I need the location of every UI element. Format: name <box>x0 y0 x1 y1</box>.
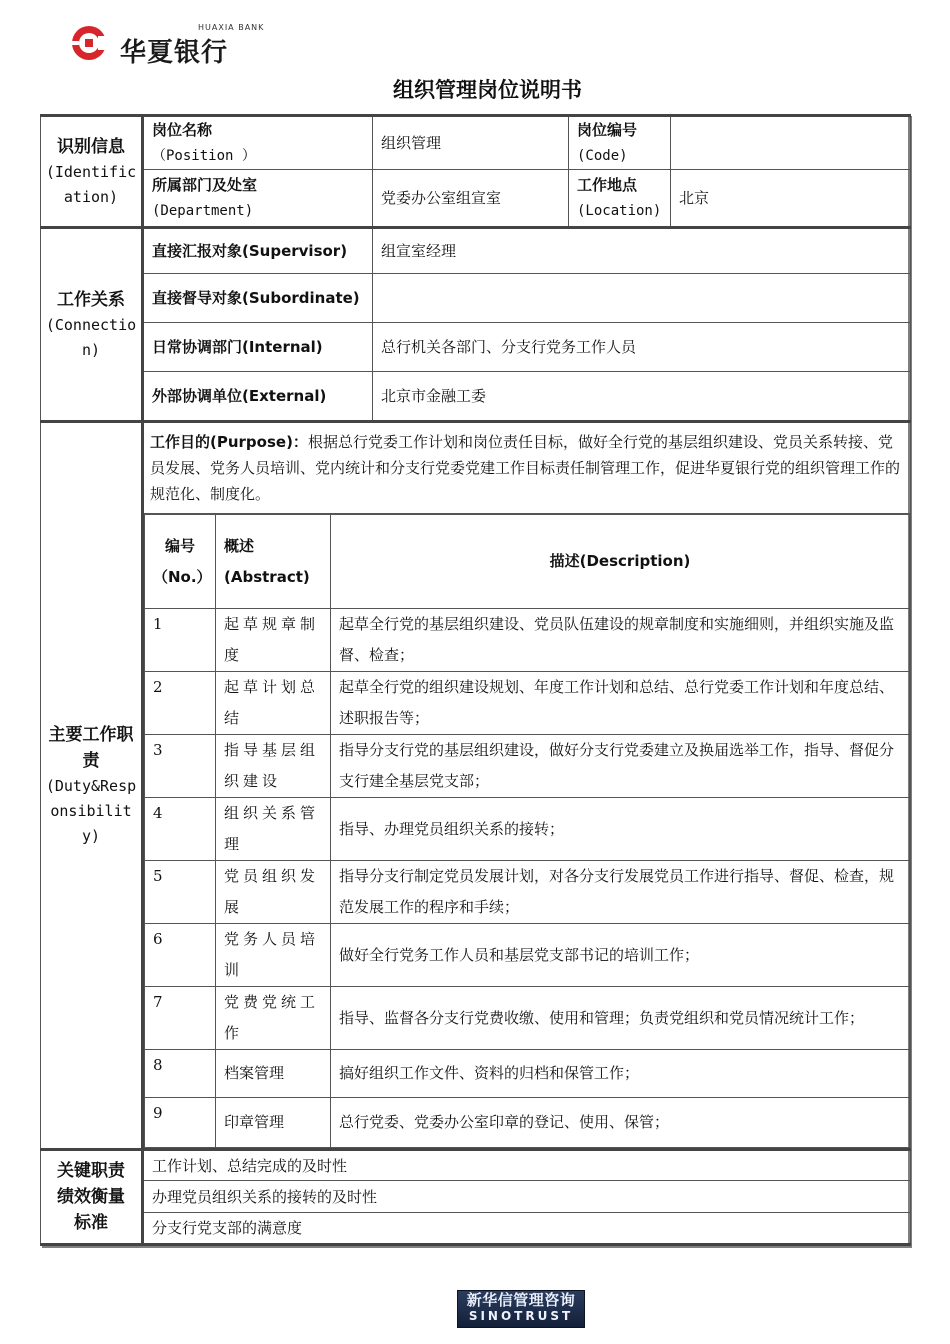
table-row <box>145 1050 910 1098</box>
kpi-row <box>41 1150 911 1181</box>
purpose-text: 根据总行党委工作计划和岗位责任目标，做好全行党的基层组织建设、党员关系转接、党员发展、党务人员培训、党内统计和分支行党委党建工作目标责任制管理工作，促进华夏银行党的组织管理工作的规范化、制度化。 <box>150 433 901 503</box>
duty-no: 7 <box>145 987 216 1050</box>
duty-section-cn: 主要工作职责 <box>48 725 134 771</box>
position-name-label-en: （Position ） <box>152 148 256 164</box>
location-label-en: (Location) <box>577 203 662 219</box>
duty-abstract: 起草规章制度 <box>216 609 331 672</box>
duty-table <box>144 514 910 1148</box>
duty-desc: 指导、办理党员组织关系的接转； <box>331 798 910 861</box>
duty-no: 3 <box>145 735 216 798</box>
position-name-label-cell <box>143 116 373 170</box>
table-row <box>145 924 910 987</box>
duty-abstract: 印章管理 <box>216 1098 331 1148</box>
huaxia-bank-logo-icon <box>70 24 108 62</box>
identification-row-2 <box>41 170 911 228</box>
duty-desc: 起草全行党的基层组织建设、党员队伍建设的规章制度和实施细则，并组织实施及监督、检查； <box>331 609 910 672</box>
duty-abstract: 党费党统工作 <box>216 987 331 1050</box>
bank-name-cn: 华夏银行 <box>120 38 229 68</box>
duty-items-cell <box>143 514 911 1150</box>
department-label-cell <box>143 170 373 228</box>
table-row <box>145 609 910 672</box>
job-description-table <box>40 114 911 1246</box>
duty-no: 4 <box>145 798 216 861</box>
table-row <box>145 861 910 924</box>
department-label: 所属部门及处室 <box>152 176 258 194</box>
duty-abstract: 组织关系管理 <box>216 798 331 861</box>
position-code-value <box>671 116 911 170</box>
bank-header <box>70 22 270 68</box>
kpi-item: 办理党员组织关系的接转的及时性 <box>143 1181 911 1213</box>
connection-row <box>41 274 911 323</box>
kpi-item: 分支行党支部的满意度 <box>143 1213 911 1245</box>
position-name-label: 岗位名称 <box>152 121 213 139</box>
col-desc-header: 描述(Description) <box>331 515 910 609</box>
duty-purpose-row <box>41 422 911 514</box>
duty-abstract: 指导基层组织建设 <box>216 735 331 798</box>
connection-row <box>41 228 911 274</box>
purpose-label: 工作目的(Purpose)： <box>150 433 308 451</box>
connection-row <box>41 323 911 372</box>
sinotrust-logo <box>457 1290 585 1328</box>
document-title: 组织管理岗位说明书 <box>393 78 582 102</box>
subordinate-value <box>373 274 911 323</box>
connection-section-label <box>41 228 143 422</box>
kpi-item: 工作计划、总结完成的及时性 <box>143 1150 911 1181</box>
duty-desc: 指导分支行党的基层组织建设，做好分支行党委建立及换届选举工作，指导、督促分支行建全基层党支部； <box>331 735 910 798</box>
kpi-row <box>41 1213 911 1245</box>
duty-section-en: (Duty&Responsibility) <box>45 777 137 845</box>
supervisor-value: 组宣室经理 <box>373 228 911 274</box>
duty-section-label <box>41 422 143 1150</box>
purpose-cell <box>143 422 911 514</box>
bank-name-en: HUAXIA BANK <box>198 23 265 32</box>
connection-row <box>41 372 911 422</box>
sinotrust-brand-en: SINOTRUST <box>468 1309 574 1323</box>
duty-items-row <box>41 514 911 1150</box>
kpi-section-label: 关键职责绩效衡量标准 <box>41 1150 143 1245</box>
duty-abstract: 党员组织发展 <box>216 861 331 924</box>
duty-header-row <box>145 515 910 609</box>
identification-section-label <box>41 116 143 228</box>
col-abstract-header: 概述(Abstract) <box>216 515 331 609</box>
identification-section-cn: 识别信息 <box>57 136 125 157</box>
sinotrust-brand-cn: 新华信管理咨询 <box>466 1291 576 1309</box>
duty-desc: 指导、监督各分支行党费收缴、使用和管理；负责党组织和党员情况统计工作； <box>331 987 910 1050</box>
location-label: 工作地点 <box>577 176 638 194</box>
duty-desc: 总行党委、党委办公室印章的登记、使用、保管； <box>331 1098 910 1148</box>
duty-abstract: 起草计划总结 <box>216 672 331 735</box>
internal-label: 日常协调部门(Internal) <box>143 323 373 372</box>
duty-abstract: 档案管理 <box>216 1050 331 1098</box>
position-code-label-en: (Code) <box>577 148 628 164</box>
external-label: 外部协调单位(External) <box>143 372 373 422</box>
identification-section-en: (Identification) <box>45 162 137 206</box>
duty-no: 6 <box>145 924 216 987</box>
duty-no: 2 <box>145 672 216 735</box>
external-value: 北京市金融工委 <box>373 372 911 422</box>
position-name-value: 组织管理 <box>373 116 569 170</box>
duty-desc: 搞好组织工作文件、资料的归档和保管工作； <box>331 1050 910 1098</box>
connection-section-cn: 工作关系 <box>57 289 125 310</box>
position-code-label-cell <box>569 116 671 170</box>
internal-value: 总行机关各部门、分支行党务工作人员 <box>373 323 911 372</box>
connection-section-en: (Connection) <box>45 315 137 359</box>
subordinate-label: 直接督导对象(Subordinate) <box>143 274 373 323</box>
table-row <box>145 798 910 861</box>
kpi-row <box>41 1181 911 1213</box>
table-row <box>145 987 910 1050</box>
duty-desc: 指导分支行制定党员发展计划，对各分支行发展党员工作进行指导、督促、检查，规范发展工作的程序和手续； <box>331 861 910 924</box>
position-code-label: 岗位编号 <box>577 121 638 139</box>
department-value: 党委办公室组宣室 <box>373 170 569 228</box>
table-row <box>145 1098 910 1148</box>
duty-desc: 做好全行党务工作人员和基层党支部书记的培训工作； <box>331 924 910 987</box>
duty-no: 1 <box>145 609 216 672</box>
duty-no: 8 <box>145 1050 216 1098</box>
duty-abstract: 党务人员培训 <box>216 924 331 987</box>
table-row <box>145 735 910 798</box>
duty-desc: 起草全行党的组织建设规划、年度工作计划和总结、总行党委工作计划和年度总结、述职报告等； <box>331 672 910 735</box>
location-label-cell <box>569 170 671 228</box>
identification-row-1 <box>41 116 911 170</box>
duty-no: 5 <box>145 861 216 924</box>
col-no-header: 编号（No.） <box>145 515 216 609</box>
department-label-en: (Department) <box>152 203 254 219</box>
table-row <box>145 672 910 735</box>
location-value: 北京 <box>671 170 911 228</box>
duty-no: 9 <box>145 1098 216 1148</box>
supervisor-label: 直接汇报对象(Supervisor) <box>143 228 373 274</box>
